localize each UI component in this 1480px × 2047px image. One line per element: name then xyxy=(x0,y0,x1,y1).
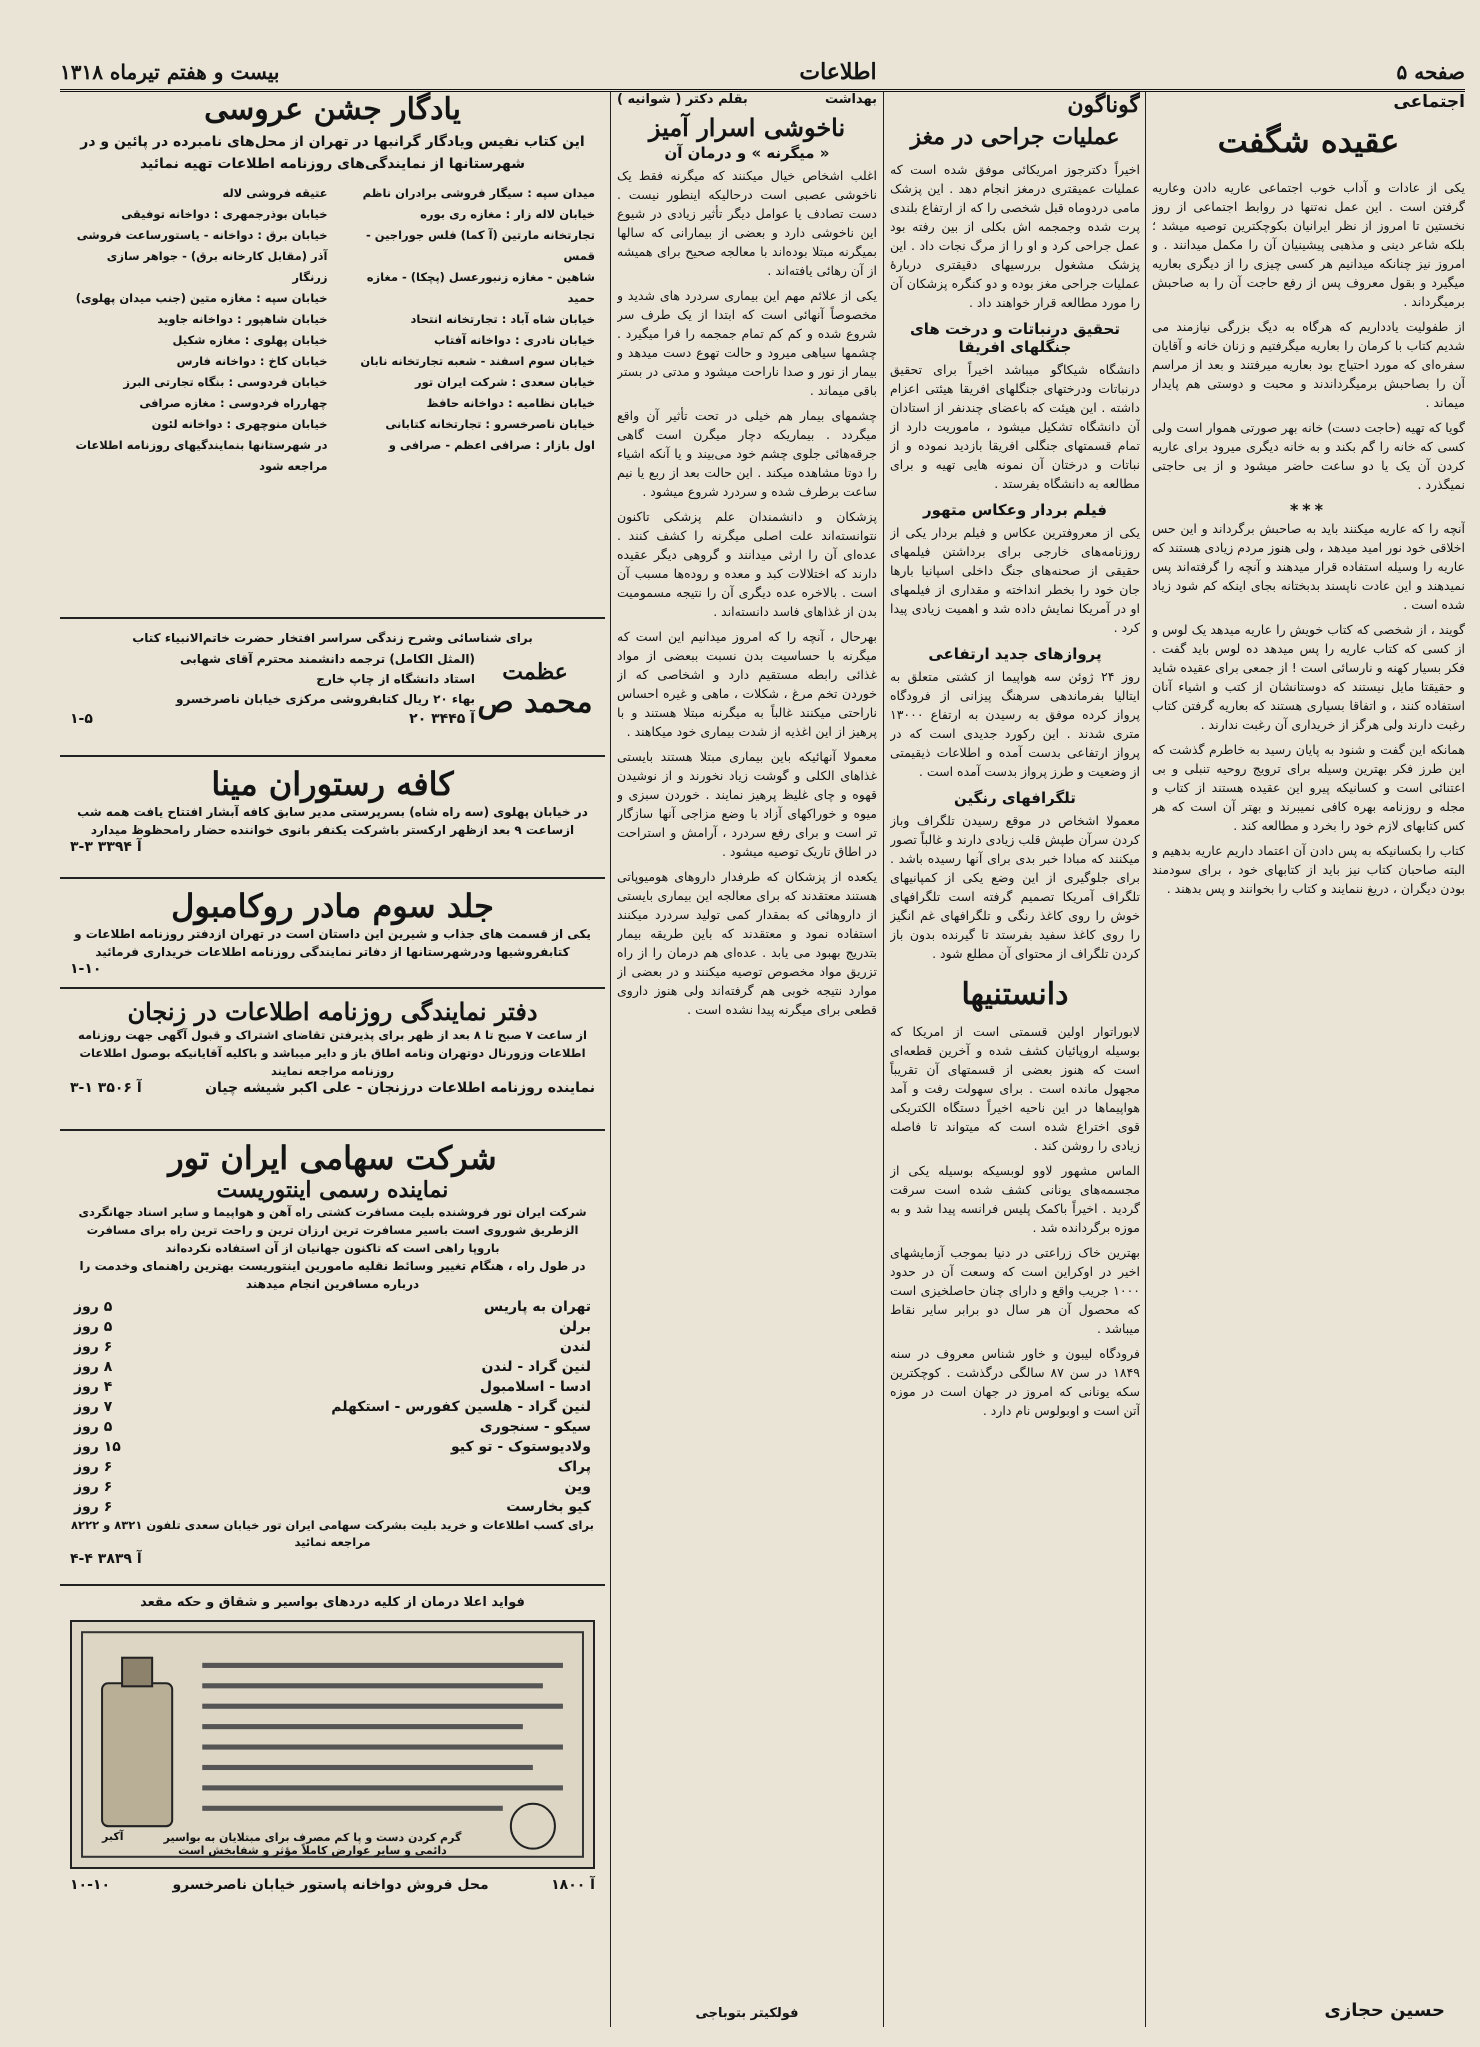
route-duration: ۴ روز xyxy=(74,1379,113,1395)
column-social xyxy=(1152,92,1465,2027)
article-paragraph: دانشگاه شیکاگو میباشد اخیراً برای تحقیق درنباتات ودرختهای جنگلهای افریقا هیئتی اعزام داشته . این هیئت که باعضای چندنفر از استادان آن دانشگاه تشکیل میشود ، ماموریت دارد از تمام قسمتهای جنگلی افریقا بازدید نموده و از نباتات و درختان آن نمونه هایی تهیه و برای مطالعه به دانشگاه بفرستد . xyxy=(890,362,1140,491)
route-name: سیکو - سنجوری xyxy=(479,1419,591,1435)
ad-medicine xyxy=(60,1586,605,1916)
table-row xyxy=(70,1457,595,1477)
ad-text: برای کسب اطلاعات و خرید بلیت بشرکت سهامی ایران تور خیابان سعدی تلفون ۸۳۲۱ و ۸۲۲۲ مراجعه نمائید xyxy=(71,1518,594,1549)
table-row xyxy=(70,1437,595,1457)
ad-list-item: خیابان نادری : دواخانه آفتاب xyxy=(434,333,595,347)
article-title: ناخوشی اسرار آمیز xyxy=(648,113,846,142)
ad-text: بهاء ۲۰ ریال کتابفروشی مرکزی خیابان ناصرخسرو xyxy=(175,692,475,706)
article-paragraph: کتاب را بکسانیکه به پس دادن آن اعتماد داریم عاریه بدهیم و البته صاحبان کتاب نیز باید از کتابهای خود ، برای سودمند بودن دیگران ، دریغ ننمایند و کتاب را بخوانند و پس بدهند . xyxy=(1152,843,1465,896)
article-paragraph: گویا که تهیه (حاجت دست) خانه بهر صورتی هموار است ولی کسی که خانه را گم بکند و به خانه دیگری میرود برای عاریه کردن آن یک یا دو ساعت حاضر میشود و از بی حاجتی نمیگذرد . xyxy=(1152,420,1465,492)
paper-name: اطلاعات xyxy=(799,59,877,85)
article-title: عقیده شگفت xyxy=(1217,122,1400,160)
article-paragraph: پزشکان و دانشمندان علم پزشکی تاکنون نتوانسته‌اند علت اصلی میگرنه را کشف کنند . عده‌ای آن را ارثی میدانند و گروهی دیگر عقیده دارند که اختلالات کبد و معده و روده‌ها مسبب آن است . بالاخره عده دیگری آن را نتیجه مسمومیت بدن از غذاهای فاسد دانسته‌اند . xyxy=(617,509,877,619)
table-row xyxy=(70,1317,595,1337)
ad-wedding xyxy=(60,92,605,617)
column-rule xyxy=(1145,92,1146,2027)
article-paragraph: گویند ، از شخصی که کتاب خویش را عاریه میدهد یک لوس و از کسی که کتاب عاریه را پس میدهد ده لوس باید گفت . فکر بسیار کهنه و نارسائی است ! از جمعی برای عقیده شاید و حقیقتا مایل نیستند که دوستانشان از کتب و اشیاء آنان استفاده کنند ، و اتفاقا بسیاری هستند که بعاریه گرفتن کتاب رغبت دارند ولی هرگز از خریداری آن رغبت ندارند . xyxy=(1152,622,1465,732)
ad-list-item: شاهین - مغازه زنبورعسل (پچکا) - مغازه حمید xyxy=(366,270,595,305)
ad-code: ۱۰-۱۰ xyxy=(70,1877,110,1893)
ad-rep: نماینده روزنامه اطلاعات درزنجان - علی اکبر شیشه چیان xyxy=(205,1080,595,1096)
article-paragraph: اخیراً دکترجوز امریکائی موفق شده است که عملیات عمیقتری درمغز انجام دهد . این پزشک مامی دردوماه قبل شخصی را که از ارتفاع بلندی پرت شده وجمجمه اش بکلی از بین رفته بود عمل جراحی کرد و او را از مرگ نجات داد . این پزشک مشغول بررسیهای دقیقتری دربارهٔ عملیات جراحی مغز بوده و دو کنگره پزشکان آن را مورد مطالعه قرار خواهند داد . xyxy=(890,162,1140,310)
route-name: لندن xyxy=(559,1339,591,1355)
article-subheading: پروازهای جدید ارتفاعی xyxy=(928,645,1102,663)
column-misc xyxy=(890,92,1140,2027)
medicine-bottle-icon xyxy=(102,1658,172,1826)
route-duration: ۵ روز xyxy=(74,1299,113,1315)
author-name: حسین حجازی xyxy=(1324,2000,1445,2021)
article-paragraph: روز ۲۴ ژوئن سه هواپیما از کشتی متعلق به ایتالیا بفرماندهی سرهنگ پیزانی از فرودگاه پرواز کرده موفق به رسیدن به ارتفاع ۱۳۰۰۰ متری شدند . این رکورد جدیدی است که در پرواز ارتفاعی بدست آمده و اطلاعات ذیقیمتی از وضعیت و طرز پرواز بدست آمده است . xyxy=(890,669,1140,779)
issue-date: بیست و هفتم تیرماه ۱۳۱۸ xyxy=(60,60,280,84)
route-duration: ۱۵ روز xyxy=(74,1439,121,1455)
article-paragraph: از طفولیت یادداریم که هرگاه به دیگ بزرگی نیازمند می شدیم کتاب با کرمان را بعاریه میگرفتیم و زنان خانه و آقایان سفره‌ای که مورد احتیاج بود بعاریه میرفتند و بعد از مراسم آن را بصاحبش برمیگرداندند و محبت و دوستی هم پایدار میماند . xyxy=(1152,319,1465,410)
ad-list-item: خیابان شاه آباد : تجارتخانه انتحاد xyxy=(410,312,595,326)
ad-code: ۱-۱۰ xyxy=(70,961,102,977)
article-paragraph: لابوراتوار اولین قسمتی است از امریکا که بوسیله اروپائیان کشف شده و آخرین قطعه‌ای است که هنوز بعضی از قسمتهای آن تقریباً مجهول مانده است . برای سهولت رفت و آمد هواپیماها در این ناحیه اخیراً دستگاه الکتریکی قوی اختراع شده است که میتواند تا فاصله زیادی را روشن کند . xyxy=(890,1024,1140,1153)
ad-text: (المثل الکامل) ترجمه دانشمند محترم آقای شهابی xyxy=(180,652,475,666)
ad-title: یادگار جشن عروسی xyxy=(204,92,461,127)
ad-title: جلد سوم مادر روکامبول xyxy=(171,887,494,925)
article-subheading: تلگرافهای رنگین xyxy=(954,789,1076,807)
ad-title: محمد ص xyxy=(477,684,593,720)
ad-zanjan xyxy=(60,989,605,1131)
ad-text: استاد دانشگاه از چاپ خارج xyxy=(316,672,475,686)
ad-list-item: تجارتخانه مارتین (آ کما) فلس جوراجین - قمس xyxy=(365,228,595,263)
ad-list-item: خیابان منوچهری : دواخانه لئون xyxy=(151,417,328,431)
route-name: پراک xyxy=(557,1459,591,1475)
article-paragraph: یکی از علائم مهم این بیماری سردرد های شدید و مخصوصاً آنهائی است که ابتدا از یک طرف سر شروع شده و کم کم تمام جمجمه را فرا میگیرد . چشمها سیاهی میرود و حالت تهوع دست میدهد و بیمار از نور و صدا ناراحت میشود و مدتی در بستر باقی میماند . xyxy=(617,288,877,398)
ad-list-item: خیابان نظامیه : دواخانه حافظ xyxy=(426,396,595,410)
table-row xyxy=(70,1357,595,1377)
section-kicker: بهداشت xyxy=(825,92,877,107)
article-paragraph: همانکه این گفت و شنود به پایان رسید به خاطرم گذشت که این طرز فکر بهترین وسیله برای ترویج روحیه تنبلی و بی اعتنائی است و کسانیکه پیرو این عقیده هستند از کتاب و مجله و روزنامه بهره کافی نمیبرند و بهتر آن است که هر کس کتابهای لازم خود را بخرد و مطالعه کند . xyxy=(1152,742,1465,833)
ad-text: برای شناسائی وشرح زندگی سراسر افتخار حضرت خاتم‌الانبیاء کتاب xyxy=(132,631,533,645)
ad-list-item: خیابان فردوسی : بنگاه تجارتی البرز xyxy=(123,375,328,389)
ad-list-item: خیابان لاله زار : مغازه ری بوره xyxy=(420,207,595,221)
page-number: صفحه ۵ xyxy=(1396,60,1465,84)
article-paragraph: چشمهای بیمار هم خیلی در تحت تأثیر آن واقع میگردد . بیماریکه دچار میگرن است گاهی جرقه‌هائی جلوی چشم خود می‌بیند و یا آنکه اشیاء را دوتا مشاهده میکند . این حالت بعد از ربع یا نیم ساعت برطرف شده و سردرد شروع میشود . xyxy=(617,408,877,499)
ad-text: این کتاب نفیس ویادگار گرانبها در تهران از محل‌های نامبرده در پائین و در شهرستانها از نمایندگی‌های روزنامه اطلاعات تهیه نمائید xyxy=(80,134,585,172)
ad-rocambole xyxy=(60,879,605,989)
route-name: ولادیوستوک - تو کیو xyxy=(450,1439,591,1455)
ad-text: از ساعت ۷ صبح تا ۸ بعد از ظهر برای پذیرفتن تقاضای اشتراک و قبول آگهی جهت روزنامه اطلاعات وزورنال دوتهران ونامه اطاق باز و دایر میباشد و باکلیه آقایانیکه بوصول اطلاعات روزنامه مراجعه نمایند xyxy=(78,1028,587,1078)
section-kicker: اجتماعی xyxy=(1393,92,1465,112)
ad-title: شرکت سهامی ایران تور xyxy=(168,1139,497,1177)
ad-list-item: خیابان سعدی : شرکت ایران تور xyxy=(415,375,595,389)
ad-title: کافه رستوران مینا xyxy=(211,765,454,803)
column-rule xyxy=(883,92,884,2027)
route-table xyxy=(70,1297,595,1517)
ad-code: آ ۱۸۰۰ xyxy=(551,1877,595,1893)
ad-list-item: میدان سپه : سیگار فروشی برادران ناظم xyxy=(362,186,595,200)
masthead xyxy=(60,55,1465,92)
ad-title: عظمت xyxy=(502,658,568,685)
route-duration: ۶ روز xyxy=(74,1499,113,1515)
route-name: لنین گراد - هلسین کفورس - استکهلم xyxy=(331,1399,591,1415)
author-credit: بقلم دکتر ( شوانیه ) xyxy=(617,92,748,107)
ad-list-item: چهارراه فردوسی : مغازه صرافی xyxy=(139,396,328,410)
route-name: برلن xyxy=(559,1319,591,1335)
medicine-illustration xyxy=(70,1620,595,1869)
ad-list-item: عتیقه فروشی لاله xyxy=(222,186,328,200)
ad-list-item: خیابان کاخ : دواخانه فارس xyxy=(176,354,328,368)
stamp-text: آکبر xyxy=(102,1830,124,1843)
article-subheading: فیلم بردار وعکاس متهور xyxy=(923,501,1107,519)
article-paragraph: یکی از معروفترین عکاس و فیلم بردار یکی از روزنامه‌های خارجی برای برداشتن فیلمهای حقیقی از صحنه‌های جنگ داخلی اسپانیا بارها جان خود را بخطر انداخته و مقداری از فیلمهای او در آمریکا نمایش داده شد و اهمیت زیادی پیدا کرد . xyxy=(890,525,1140,635)
ad-list-item: خیابان برق : دواخانه - یاستورساعت فروشی xyxy=(76,228,328,242)
route-name: ادسا - اسلامبول xyxy=(479,1379,591,1395)
route-duration: ۵ روز xyxy=(74,1419,113,1435)
route-name: وین xyxy=(564,1479,591,1495)
ad-list-item: خیابان بوذرجمهری : دواخانه توفیقی xyxy=(121,207,328,221)
ad-code: آ ۳۵۰۶ ۱-۳ xyxy=(70,1080,142,1096)
ad-irantour xyxy=(60,1131,605,1586)
article-paragraph: فرودگاه لیبون و خاور شناس معروف در سنه ۱۸۴۹ در سن ۸۷ سالگی درگذشت . کوچکترین سکه یونانی که امروز در جهان است در موزه آتن است و اوبولوس نام دارد . xyxy=(890,1346,1140,1418)
article-paragraph: آنچه را که عاریه میکنند باید به صاحبش برگرداند و این حس اخلاقی خود نور امید میدهد ، ولی هنوز مردم زیادی هستند که عاریه را وسیله استفاده قرار میدهند و آنچه را گرفته‌اند پس نمیدهند و این عادت ناپسند بدبختانه بجای اینکه کم شود زیاد شده است . xyxy=(1152,521,1465,612)
ad-list-item: اول بازار : صرافی اعظم - صرافی و xyxy=(388,438,595,452)
article-title: عملیات جراحی در مغز xyxy=(910,124,1120,150)
article-subheading: تحقیق درنباتات و درخت های جنگلهای افریقا xyxy=(910,320,1120,356)
article-paragraph: معمولا آنهائیکه باین بیماری مبتلا هستند بایستی غذاهای الکلی و گوشت زیاد نخورند و از نوشیدن قهوه و چای غلیظ پرهیز نمایند . خوردن سبزی و میوه و خوراکهای آزاد با وضع مزاجی آنها سازگار تر است و برای رفع سردرد ، آرامش و استراحت در اطاق تاریک توصیه میشود . xyxy=(617,749,877,859)
article-paragraph: بهترین خاک زراعتی در دنیا بموجب آزمایشهای اخیر در اوکراین است که وسعت آن در حدود ۱۰۰۰ جریب واقع و دارای چنان حاصلخیزی است که محصول آن هر سال دو برابر سایر نقاط میباشد . xyxy=(890,1245,1140,1336)
table-row xyxy=(70,1377,595,1397)
table-row xyxy=(70,1337,595,1357)
ad-book xyxy=(60,617,605,757)
ad-code: آ ۳۳۹۴ ۳-۳ xyxy=(70,839,142,855)
ad-code: ۱-۵ xyxy=(70,711,93,727)
route-duration: ۶ روز xyxy=(74,1339,113,1355)
article-paragraph: معمولا اشخاص در موقع رسیدن تلگراف وباز کردن سرآن طپش قلب زیادی دارند و غالباً تصور میکنند که مبادا خبر بدی برای آنها رسیده باشد . برای جلوگیری از این وضع یکی از کمپانیهای تلگراف آمریکا تصمیم گرفته است تلگرافهای خوش را روی کاغذ رنگی و تلگرافهای غم انگیز را روی کاغذ سفید بفرستد تا گیرنده بدون باز کردن تلگراف از محتوای آن مطلع شود . xyxy=(890,813,1140,961)
route-name: تهران به پاریس xyxy=(483,1299,591,1315)
table-row xyxy=(70,1297,595,1317)
ad-code: آ ۳۴۴۵ ۲۰ xyxy=(409,711,475,727)
ad-text: یکی از قسمت های جذاب و شیرین این داستان است در تهران ازدفتر روزنامه اطلاعات و کتابفروشیها ودرشهرستانها از دفاتر نمایندگی روزنامه اطلاعات خریداری فرمائید xyxy=(74,927,591,959)
route-duration: ۵ روز xyxy=(74,1319,113,1335)
ad-list-item: خیابان پهلوی : مغازه شکیل xyxy=(172,333,328,347)
ad-text: در طول راه ، هنگام تغییر وسائط نقلیه مامورین اینتوریست بهترین راهنمای وخدمت را درباره مسافرین انجام میدهند xyxy=(79,1259,586,1291)
article-subtitle: « میگرنه » و درمان آن xyxy=(664,144,830,162)
article-paragraph: یکی از عادات و آداب خوب اجتماعی عاریه دادن وعاریه گرفتن است . این عمل نه‌تنها در روابط اجتماعی از روز نخستین تا امروز از نظر ایرانیان بکوچکترین توصیه میشد ؛ بلکه شاعر دینی و مذهبی پیشینیان آن را مکمل میدانند . و امروز نیز چنانکه میدانیم هر کسی چیزی را از دیگری بعاریه میگیرد و بقول معروف پس از رفع حاجت آن را به صاحبش برمیگرداند . xyxy=(1152,180,1465,309)
ad-list-item: خیابان ناصرخسرو : تجارتخانه کتابانی xyxy=(385,417,595,431)
article-paragraph: یکعده از پزشکان که طرفدار داروهای هومیوپاتی هستند معتقدند که برای معالجه این بیماری بایستی از داروهائی که بمقدار کمی تولید سردرد میکنند استفاده نمود و معتقدند که باین طریقه بیمار بتدریج بهبود می یابد . عده‌ای هم درمان را از راه تزریق مواد مخصوص توصیه میکنند و در بعضی از موارد نتیجه خوبی هم گرفته‌اند ولی هنوز داروی قطعی برای میگرنه پیدا نشده است . xyxy=(617,869,877,1017)
article-paragraph: بهرحال ، آنچه را که امروز میدانیم این است که میگرنه با حساسیت بدن نسبت ببعضی از مواد غذائی رابطه مستقیم دارد و اشخاصی که از خوردن تخم مرغ ، شکلات ، ماهی و غیره احساس ناراحتی میکنند غالباً به میگرنه مبتلا هستند و با پرهیز از این اغذیه از شدت بیماری خود میکاهند . xyxy=(617,629,877,739)
table-row xyxy=(70,1417,595,1437)
ad-list-item: در شهرستانها بنمایندگیهای روزنامه اطلاعات مراجعه شود xyxy=(75,438,328,473)
table-row xyxy=(70,1477,595,1497)
author-name: فولکیتر بتوباجی xyxy=(695,2006,799,2021)
ad-text: شرکت ایران تور فروشنده بلیت مسافرت کشتی راه آهن و هواپیما و سایر اسناد جهانگردی الزطریق شوروی است باسیر مسافرت ترین ارزان ترین و راحت ترین راه برای مسافرت باروپا راهی است که تاکنون جهانیان از آن استفاده نکرده‌اند xyxy=(78,1205,587,1255)
table-row xyxy=(70,1397,595,1417)
ad-list-item: خیابان سپه : مغازه متین (جنب میدان پهلوی) xyxy=(75,291,328,305)
section-kicker: گوناگون xyxy=(1067,92,1140,118)
article-title: دانستنیها xyxy=(961,977,1069,1012)
ad-text: گرم کردن دست و پا کم مصرف برای مبتلایان به بواسیر دائمی و سایر عوارض کاملاً مؤثر و شفابخش است xyxy=(163,1831,462,1857)
ad-list-item: خیابان سوم اسفند - شعبه تجارتخانه نابان xyxy=(360,354,595,368)
article-paragraph: اغلب اشخاص خیال میکنند که میگرنه فقط یک ناخوشی عصبی است درحالیکه اینطور نیست . دست تصادف یا عوامل دیگر تأثیر زیادی در شیوع این ناخوشی دارد و بعضی از بیمارانی که سالها بمیگرنه مبتلا بوده‌اند با معالجه صحیح برای همیشه از آن رهائی یافته‌اند . xyxy=(617,168,877,278)
ad-title: دفتر نمایندگی روزنامه اطلاعات در زنجان xyxy=(127,997,538,1026)
article-paragraph: الماس مشهور لاوو لوبسیکه بوسیله یکی از مجسمه‌های یونانی کشف شده است سرقت گردید . اخیراً باکمک پلیس فرانسه پیدا شد و به موزه برگردانده شد . xyxy=(890,1163,1140,1235)
ad-list-item: آذر (مقابل کارخانه برق) - جواهر سازی زرنگار xyxy=(106,249,328,284)
ad-heading: فواید اعلا درمان از کلیه دردهای بواسیر و شقاق و حکه مقعد xyxy=(140,1595,525,1610)
ad-list-item: خیابان شاهپور : دواخانه جاوید xyxy=(157,312,328,326)
ad-text: در خیابان پهلوی (سه راه شاه) بسرپرستی مدیر سابق کافه آبشار افتتاح یافت همه شب ازساعت ۹ بعد ازظهر ارکستر باشرکت یکنفر بانوی خواننده حضار رامحظوظ میدارد xyxy=(77,805,588,837)
route-duration: ۷ روز xyxy=(74,1399,113,1415)
stamp-icon xyxy=(511,1804,555,1849)
route-name: کیو بخارست xyxy=(506,1499,591,1515)
ad-code: آ ۳۸۳۹ ۴-۴ xyxy=(70,1551,142,1567)
table-row xyxy=(70,1497,595,1517)
ad-location: محل فروش دواخانه پاستور خیابان ناصرخسرو xyxy=(172,1877,489,1893)
route-duration: ۸ روز xyxy=(74,1359,113,1375)
ad-cafe xyxy=(60,757,605,879)
separator-stars: *** xyxy=(1289,500,1328,519)
route-name: لنین گراد - لندن xyxy=(481,1359,591,1375)
route-duration: ۶ روز xyxy=(74,1459,113,1475)
route-duration: ۶ روز xyxy=(74,1479,113,1495)
column-ads xyxy=(60,92,605,2027)
column-health xyxy=(617,92,877,2027)
ad-subtitle: نماینده رسمی اینتوریست xyxy=(216,1177,449,1203)
column-rule xyxy=(610,92,611,2027)
